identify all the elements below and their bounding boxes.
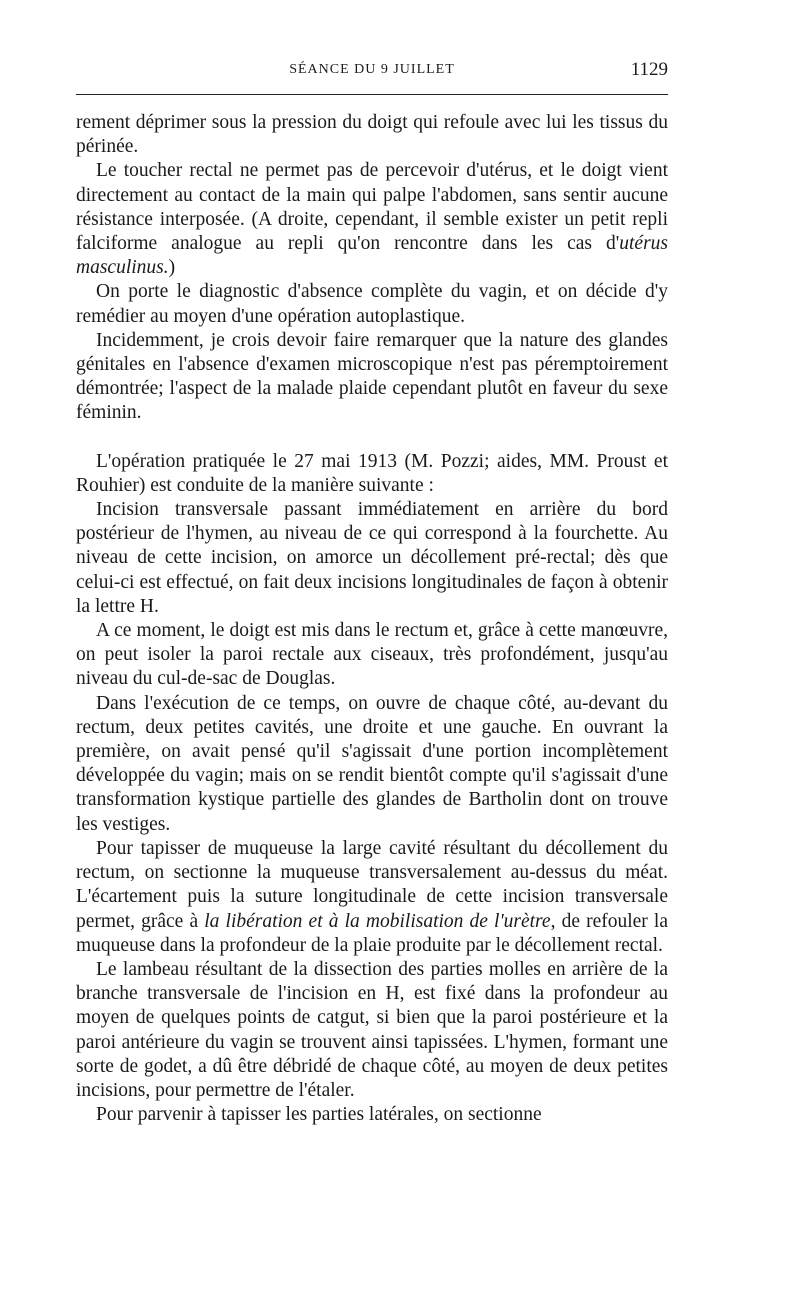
paragraph-2-text-b: ) bbox=[168, 257, 176, 279]
paragraph-9-text-b: , de refouler la muqueuse dans la profondeur de la plaie produite par le décollement rectal. bbox=[76, 910, 668, 956]
paragraph-11: Pour parvenir à tapisser les parties latérales, on sectionne bbox=[96, 1104, 542, 1126]
header-rule bbox=[76, 94, 668, 95]
paragraph-2-italic: utérus masculinus. bbox=[76, 233, 668, 279]
paragraph-2 bbox=[76, 159, 668, 280]
paragraph-7: A ce moment, le doigt est mis dans le rectum et, grâce à cette manœuvre, on peut isoler la paroi rectale aux ciseaux, très profondément, jusqu'au niveau du cul-de-sac de Douglas. bbox=[76, 620, 668, 690]
paragraph-9-italic: la libération et à la mobilisation de l'urètre bbox=[204, 910, 551, 932]
paragraph-3: On porte le diagnostic d'absence complète du vagin, et on décide d'y remédier au moyen d'une opération autoplastique. bbox=[76, 281, 668, 327]
paragraph-9 bbox=[76, 837, 668, 958]
running-header bbox=[76, 60, 668, 82]
paragraph-8: Dans l'exécution de ce temps, on ouvre de chaque côté, au-devant du rectum, deux petites cavités, une droite et une gauche. En ouvrant la première, on avait pensé qu'il s'agissait d'une portion incomplètement développée du vagin; mais on se rendit bientôt compte qu'il s'agissait d'une transformation kystique partielle des glandes de Bartholin dont on trouve les vestiges. bbox=[76, 692, 668, 835]
paragraph-2-text-a: Le toucher rectal ne permet pas de percevoir d'utérus, et le doigt vient directement au contact de la main qui palpe l'abdomen, sans sentir aucune résistance interposée. (A droite, cependant, il semble exister un petit repli falciforme analogue au repli qu'on rencontre dans les cas d' bbox=[76, 160, 668, 255]
paragraph-4: Incidemment, je crois devoir faire remarquer que la nature des glandes génitales en l'absence d'examen microscopique n'est pas péremptoirement démontrée; l'aspect de la malade plaide cependant plutôt en faveur du sexe féminin. bbox=[76, 329, 668, 424]
page-number: 1129 bbox=[630, 59, 668, 80]
running-title: SÉANCE DU 9 JUILLET bbox=[289, 62, 455, 77]
paragraph-5: L'opération pratiquée le 27 mai 1913 (M. Pozzi; aides, MM. Proust et Rouhier) est conduite de la manière suivante : bbox=[76, 450, 668, 496]
paragraph-9-text-a: Pour tapisser de muqueuse la large cavité résultant du décollement du rectum, on sectionne la muqueuse transversalement au-dessus du méat. L'écartement puis la suture longitudinale de cette incision transversale permet, grâce à bbox=[76, 837, 668, 932]
paragraph-6: Incision transversale passant immédiatement en arrière du bord postérieur de l'hymen, au niveau de ce qui correspond à la fourchette. Au niveau de cette incision, on amorce un décollement pré-rectal; dès que celui-ci est effectué, on fait deux incisions longitudinales de façon à obtenir la lettre H. bbox=[76, 499, 668, 617]
paragraph-10: Le lambeau résultant de la dissection des parties molles en arrière de la branche transversale de l'incision en H, est fixé dans la profondeur au moyen de quelques points de catgut, si bien que la paroi postérieure et la paroi antérieure du vagin se trouvent ainsi tapissées. L'hymen, formant une sorte de godet, a dû être débridé de chaque côté, au moyen de deux petites incisions, pour permettre de l'étaler. bbox=[76, 958, 668, 1101]
body-text bbox=[76, 111, 668, 1127]
paragraph-1: rement déprimer sous la pression du doigt qui refoule avec lui les tissus du périnée. bbox=[76, 112, 668, 158]
